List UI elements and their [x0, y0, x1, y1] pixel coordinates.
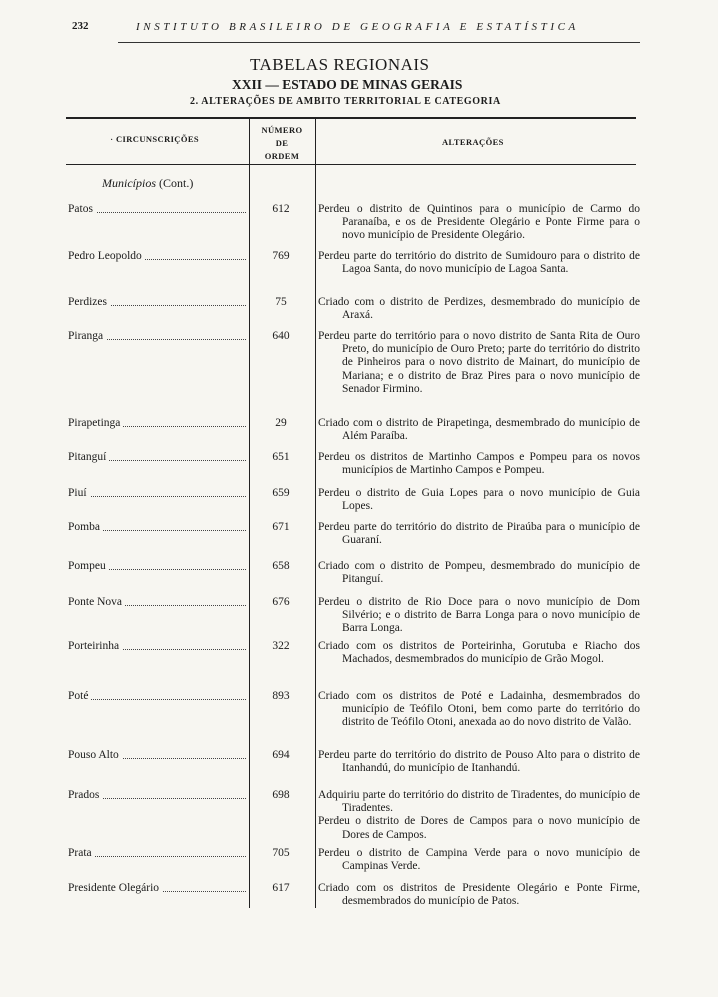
group-label — [102, 176, 193, 191]
row-alteracoes — [318, 250, 640, 276]
row-circunscricao — [68, 847, 246, 860]
row-name: Poté — [68, 690, 91, 702]
row-change-text: Criado com o distrito de Pompeu, desmembrado do município de Pitanguí. — [318, 560, 640, 586]
row-order-number: 769 — [272, 250, 290, 262]
row-name: Prata — [68, 847, 95, 859]
row-order-number: 893 — [272, 690, 290, 702]
column-header-numero-line1: NÚMERO — [261, 125, 303, 135]
page-title: TABELAS REGIONAIS — [250, 55, 430, 74]
row-order-number: 694 — [272, 749, 290, 761]
row-circunscricao — [68, 330, 246, 343]
row-circunscricao — [68, 690, 246, 703]
row-order-number: 75 — [275, 296, 287, 308]
row-alteracoes — [318, 451, 640, 477]
row-order-number: 29 — [275, 417, 287, 429]
row-alteracoes — [318, 560, 640, 586]
row-change-text: Perdeu os distritos de Martinho Campos e Pompeu para os novos municípios de Martinho Campos e Pompeu. — [318, 451, 640, 477]
column-header-numero-line2: DE — [275, 138, 289, 148]
row-order-number: 698 — [272, 789, 290, 801]
row-name: Pitanguí — [68, 451, 109, 463]
row-change-text: Perdeu parte do território do distrito de Piraúba para o município de Guaraní. — [318, 521, 640, 547]
group-label-text: Municípios — [102, 176, 156, 190]
row-circunscricao — [68, 487, 246, 500]
row-name: Porteirinha — [68, 640, 122, 652]
row-name: Pedro Leopoldo — [68, 250, 145, 262]
row-change-text: Adquiriu parte do território do distrito de Tiradentes, do município de Tiradentes. — [318, 789, 640, 815]
row-circunscricao — [68, 749, 246, 762]
row-circunscricao — [68, 417, 246, 430]
row-alteracoes — [318, 640, 640, 666]
page-number: 232 — [72, 20, 89, 32]
row-alteracoes — [318, 521, 640, 547]
table-top-rule — [66, 117, 636, 119]
row-order-number: 671 — [272, 521, 290, 533]
row-change-text: Criado com o distrito de Pirapetinga, desmembrado do município de Além Paraíba. — [318, 417, 640, 443]
running-head: INSTITUTO BRASILEIRO DE GEOGRAFIA E ESTATÍSTICA — [136, 21, 579, 33]
row-order-number: 705 — [272, 847, 290, 859]
row-alteracoes — [318, 296, 640, 322]
row-name: Piranga — [68, 330, 106, 342]
row-change-text: Criado com os distritos de Presidente Olegário e Ponte Firme, desmembrados do município de Patos. — [318, 882, 640, 908]
row-change-text: Perdeu parte do território do distrito de Pouso Alto para o distrito de Itanhandú, do município de Itanhandú. — [318, 749, 640, 775]
row-name: Pompeu — [68, 560, 109, 572]
page-subtitle: XXII — ESTADO DE MINAS GERAIS — [232, 77, 463, 92]
header-rule — [118, 42, 640, 43]
row-alteracoes — [318, 330, 640, 396]
row-name: Presidente Olegário — [68, 882, 162, 894]
row-change-text: Criado com os distritos de Porteirinha, Gorutuba e Riacho dos Machados, desmembrados do município de Grão Mogol. — [318, 640, 640, 666]
row-name: Patos — [68, 203, 96, 215]
row-change-text: Criado com os distritos de Poté e Ladainha, desmembrados do município de Teófilo Otoni, bem como parte do território do distrito de Teófilo Otoni, anexada ao do novo distrito de Valão. — [318, 690, 640, 729]
row-circunscricao — [68, 560, 246, 573]
row-name: Piuí — [68, 487, 90, 499]
row-name: Pirapetinga — [68, 417, 123, 429]
row-alteracoes — [318, 417, 640, 443]
leader-dots — [68, 847, 246, 857]
table-header-rule — [66, 164, 636, 165]
row-circunscricao — [68, 882, 246, 895]
row-alteracoes — [318, 487, 640, 513]
column-divider-left — [249, 118, 250, 908]
group-label-suffix: (Cont.) — [159, 176, 194, 190]
row-change-text: Perdeu o distrito de Rio Doce para o novo município de Dom Silvério; e o distrito de Barra Longa para o novo município de Barra Longa. — [318, 596, 640, 635]
row-order-number: 676 — [272, 596, 290, 608]
row-circunscricao — [68, 789, 246, 802]
row-alteracoes — [318, 749, 640, 775]
row-circunscricao — [68, 640, 246, 653]
row-change-text: Perdeu parte do território do distrito de Sumidouro para o distrito de Lagoa Santa, do novo município de Lagoa Santa. — [318, 250, 640, 276]
column-header-circunscricoes: CIRCUNSCRIÇÕES — [116, 134, 200, 144]
column-divider-right — [315, 118, 316, 908]
row-order-number: 617 — [272, 882, 290, 894]
row-order-number: 651 — [272, 451, 290, 463]
row-circunscricao — [68, 296, 246, 309]
row-change-text: Perdeu o distrito de Guia Lopes para o novo município de Guia Lopes. — [318, 487, 640, 513]
column-header-alteracoes: ALTERAÇÕES — [442, 137, 504, 147]
row-circunscricao — [68, 521, 246, 534]
row-name: Prados — [68, 789, 102, 801]
row-alteracoes — [318, 203, 640, 243]
column-header-numero-line3: ORDEM — [264, 151, 300, 161]
row-name: Pouso Alto — [68, 749, 122, 761]
row-change-text: Criado com o distrito de Perdizes, desmembrado do município de Araxá. — [318, 296, 640, 322]
row-order-number: 658 — [272, 560, 290, 572]
row-change-text: Perdeu parte do território para o novo distrito de Santa Rita de Ouro Preto, do município de Ouro Preto; parte do território do distrito de Pinheiros para o novo distrito de Mainart, do município de Mariana; e o distrito de Braz Pires para o novo município de Senador Firmino. — [318, 330, 640, 395]
row-alteracoes — [318, 789, 640, 842]
row-circunscricao — [68, 451, 246, 464]
row-order-number: 612 — [272, 203, 290, 215]
row-order-number: 659 — [272, 487, 290, 499]
row-name: Perdizes — [68, 296, 110, 308]
row-alteracoes — [318, 690, 640, 730]
leader-dots — [68, 487, 246, 497]
row-name: Ponte Nova — [68, 596, 125, 608]
row-order-number: 322 — [272, 640, 290, 652]
bullet-mark: · — [110, 135, 114, 146]
row-order-number: 640 — [272, 330, 290, 342]
row-circunscricao — [68, 250, 246, 263]
section-heading: 2. ALTERAÇÕES DE AMBITO TERRITORIAL E CATEGORIA — [190, 96, 501, 107]
row-alteracoes — [318, 847, 640, 873]
row-change-text: Perdeu o distrito de Campina Verde para o novo município de Campinas Verde. — [318, 847, 640, 873]
row-alteracoes — [318, 882, 640, 908]
row-change-text: Perdeu o distrito de Dores de Campos para o novo município de Dores de Campos. — [318, 815, 640, 841]
column-header-numero — [250, 124, 314, 163]
leader-dots — [68, 690, 246, 700]
row-alteracoes — [318, 596, 640, 636]
row-circunscricao — [68, 596, 246, 609]
row-circunscricao — [68, 203, 246, 216]
row-name: Pomba — [68, 521, 103, 533]
row-change-text: Perdeu o distrito de Quintinos para o município de Carmo do Paranaíba, e os de Presidente Olegário e Ponte Firme para o novo município de Presidente Olegário. — [318, 203, 640, 242]
